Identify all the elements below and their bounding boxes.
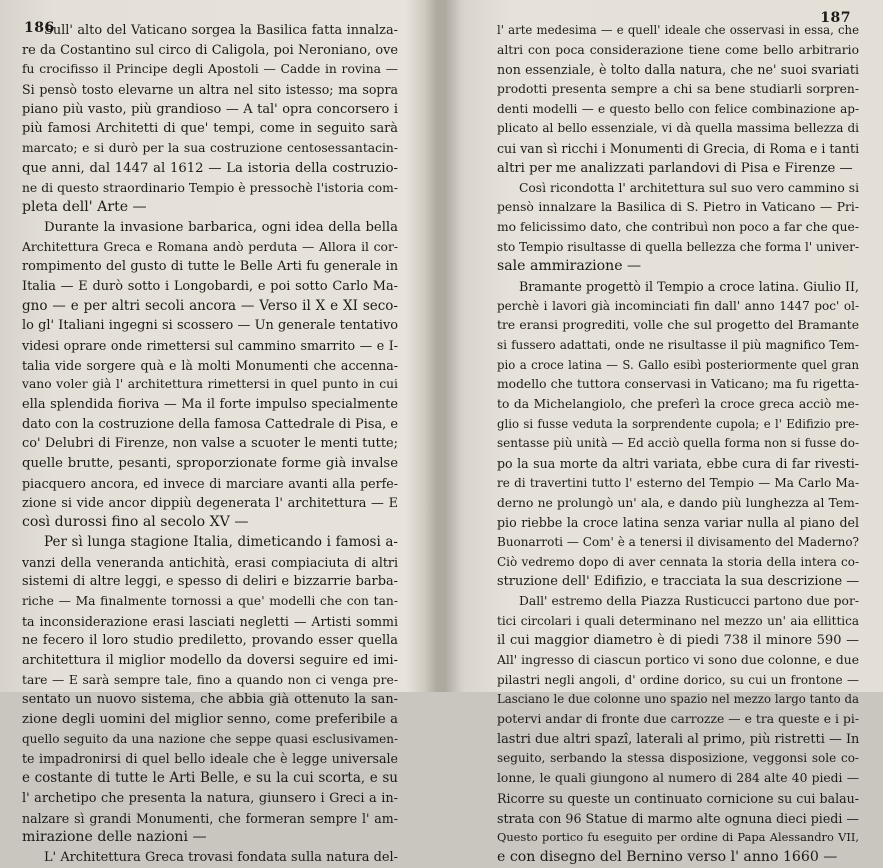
text-line: quelle brutte, pesanti, sproporzionate forme già invalse: [22, 456, 398, 472]
left-page: [22, 6, 398, 865]
text-line: pio riebbe la croce latina senza variar nulla al piano del: [497, 515, 859, 531]
text-line: talia vide sorgere quà e là molti Monumenti che accenna-: [22, 357, 398, 373]
text-line: sistemi di altre leggi, e spesso di deliri e bizzarrie barba-: [22, 574, 398, 590]
text-line: dato con la costruzione della famosa Cattedrale di Pisa, e: [22, 416, 398, 432]
text-line: tre eransi progrediti, volle che sul progetto del Bramante: [497, 318, 859, 333]
text-line: plicato al bello essenziale, vi dà quella massima bellezza di: [497, 121, 859, 136]
text-line: re da Costantino sul circo di Caligola, poi Neroniano, ove: [22, 42, 398, 58]
page-number-right: 187: [820, 10, 851, 26]
text-line: l' archetipo che presenta la natura, giunsero i Greci a in-: [22, 790, 398, 806]
text-line: riche — Ma finalmente tornossi a que' modelli che con tan-: [22, 593, 398, 608]
text-line: mo felicissimo dato, che contribuì non poco a far che que-: [497, 219, 859, 234]
right-page: [497, 6, 859, 865]
text-line: Dall' estremo della Piazza Rusticucci partono due por-: [519, 593, 859, 608]
text-line: Ricorre su queste un continuato cornicione su cui balau-: [497, 790, 859, 806]
text-line: Sull' alto del Vaticano sorgea la Basilica fatta innalza-: [44, 23, 398, 38]
text-line: nalzare sì grandi Monumenti, che formeran sempre l' am-: [22, 810, 398, 826]
text-line: il cui maggior diametro è di piedi 738 il minore 590 —: [497, 633, 859, 649]
text-line: L' Architettura Greca trovasi fondata sulla natura del-: [44, 849, 398, 865]
text-line: sto Tempio risultasse di quella bellezza che forma l' univer-: [497, 239, 859, 254]
text-line: gno — e per altri secoli ancora — Verso il X e XI seco-: [22, 297, 398, 314]
text-line: e costante di tutte le Arti Belle, e su la cui scorta, e su: [22, 770, 398, 787]
text-line: pio a croce latina — S. Gallo esibì posteriormente quel gran: [497, 357, 859, 372]
text-line: Italia — E durò sotto i Longobardi, e poi sotto Carlo Ma-: [22, 278, 398, 294]
text-line: re di travertini tutto l' esterno del Tempio — Ma Carlo Ma-: [497, 475, 859, 490]
text-line: fu crocifisso il Principe degli Apostoli — Cadde in rovina —: [22, 62, 398, 77]
text-line: si fussero adattati, onde ne risultasse il più magnifico Tem-: [497, 338, 859, 352]
text-line: tare — E sarà sempre tale, fino a quando non ci venga pre-: [22, 672, 398, 687]
text-line: Per sì lunga stagione Italia, dimeticando i famosi a-: [44, 533, 398, 550]
text-line: lo gl' Italiani ingegni si scossero — Un generale tentativo: [22, 318, 398, 334]
text-line: ella splendida fioriva — Ma il forte impulso specialmente: [22, 397, 398, 413]
text-line: pensò innalzare la Basilica di S. Pietro in Vaticano — Pri-: [497, 200, 859, 215]
text-line: que anni, dal 1447 al 1612 — La istoria della costruzio-: [22, 160, 398, 176]
text-line: struzione dell' Edifizio, e tracciata la sua descrizione —: [497, 574, 859, 590]
text-line: ne fecero il loro studio prediletto, provando esser quella: [22, 633, 398, 649]
text-line: altri con poca considerazione tiene come bello arbitrario: [497, 42, 859, 57]
text-line: cui van sì ricchi i Monumenti di Grecia, di Roma e i tanti: [497, 141, 859, 157]
text-line: to da Michelangiolo, che preferì la croce greca acciò me-: [497, 397, 859, 412]
text-line: prodotti presenta sempre a chi sa bene studiarli sorpren-: [497, 82, 859, 97]
text-line: altri per me analizzati parlandovi di Pisa e Firenze —: [497, 160, 853, 176]
text-line: vanzi della veneranda antichità, erasi compiaciuta di altri: [22, 554, 398, 570]
text-line: l' arte medesima — e quell' ideale che osservasi in essa, che: [497, 23, 859, 37]
text-line: modello che tuttora conservasi in Vaticano; ma fu rigetta-: [497, 377, 859, 392]
text-line: marcato; e si durò per la sua costruzione centosessantacin-: [22, 141, 398, 156]
text-line: ta inconsiderazione erasi lasciati negletti — Artisti sommi: [22, 613, 398, 629]
text-line: te impadronirsi di quel bello ideale che è legge universale: [22, 751, 398, 767]
text-line: Questo portico fu eseguito per ordine di Papa Alessandro VII,: [497, 830, 859, 845]
text-line: rompimento del gusto di tutte le Belle Arti fu generale in: [22, 259, 398, 275]
text-line: quello seguito da una nazione che seppe quasi esclusivamen-: [22, 731, 398, 746]
text-line: ne di questo straordinario Tempio è pressochè l'istoria com-: [22, 180, 398, 195]
text-line: sentasse più unità — Ed acciò quella forma non si fusse do-: [497, 436, 859, 451]
text-line: e con disegno del Bernino verso l' anno 1660 —: [497, 848, 838, 865]
text-line: zione si vide ancor dippiù degenerata l' architettura — E: [22, 495, 398, 511]
text-line: lastri due altri spazî, laterali al primo, più ristretti — In: [497, 731, 859, 747]
text-line: po la sua morte da altri variata, ebbe cura di far rivesti-: [497, 456, 859, 472]
text-line: mirazione delle nazioni —: [22, 829, 207, 846]
text-line: perchè i lavori già incominciati fin dall' anno 1447 poc' ol-: [497, 298, 859, 313]
text-line: strata con 96 Statue di marmo alte ognuna dieci piedi —: [497, 810, 859, 826]
text-line: lonne, le quali giungono al numero di 284 alte 40 piedi —: [497, 771, 859, 786]
text-line: zione degli uomini del miglior senno, come preferibile a: [22, 712, 398, 728]
text-line: Lasciano le due colonne uno spazio nel mezzo largo tanto da: [497, 692, 859, 707]
text-line: vano voler già l' architettura rimettersi in quel punto in cui: [22, 377, 398, 392]
text-line: sentato un nuovo sistema, che abbia già ottenuto la san-: [22, 692, 398, 708]
text-line: sale ammirazione —: [497, 258, 642, 275]
text-line: tici circolari i quali determinano nel mezzo un' aia ellittica: [497, 613, 859, 628]
text-line: piacquero ancora, ed invece di marciare avanti alla perfe-: [22, 475, 398, 491]
text-line: Buonarroti — Com' è a tenersi il divisamento del Maderno?: [497, 534, 859, 549]
text-line: non essenziale, è tolto dalla natura, che ne' suoi svariati: [497, 62, 859, 78]
text-line: pleta dell' Arte —: [22, 199, 147, 216]
text-line: Bramante progettò il Tempio a croce latina. Giulio II,: [519, 278, 859, 294]
text-line: derno ne prolungò un' ala, e dando più lunghezza al Tem-: [497, 495, 859, 510]
text-line: denti modelli — e questo bello con felice combinazione ap-: [497, 101, 859, 116]
text-line: Ciò vedremo dopo di aver cennata la storia della intera co-: [497, 554, 859, 569]
book-gutter: [425, 0, 465, 692]
text-line: potervi andar di fronte due carrozze — e tra queste e i pi-: [497, 712, 859, 727]
text-line: videsi oprare onde rimettersi sul cammino smarrito — e I-: [22, 338, 398, 353]
text-line: co' Delubri di Firenze, non valse a scuoter le menti tutte;: [22, 436, 398, 452]
left-page-text: [22, 21, 398, 868]
text-line: Si pensò tosto elevarne un altra nel sito istesso; ma sopra: [22, 82, 398, 98]
text-line: seguito, serbando la stessa disposizione, veggonsi sole co-: [497, 751, 859, 766]
text-line: Durante la invasione barbarica, ogni idea della bella: [44, 219, 398, 235]
page-number-left: 186: [24, 20, 55, 36]
text-line: Così ricondotta l' architettura sul suo vero cammino si: [519, 180, 859, 195]
text-line: architettura il miglior modello da doversi seguire ed imi-: [22, 653, 398, 668]
text-line: glio si fusse veduta la sorprendente cupola; e l' Edifizio pre-: [497, 416, 859, 431]
text-line: più famosi Architetti di que' tempi, come in seguito sarà: [22, 121, 398, 137]
right-page-text: [497, 21, 859, 868]
text-line: piano più vasto, più grandioso — A tal' opra concorsero i: [22, 101, 398, 117]
text-line: così durossi fino al secolo XV —: [22, 514, 249, 531]
text-line: All' ingresso di ciascun portico vi sono due colonne, e due: [497, 653, 859, 667]
text-line: pilastri negli angoli, d' ordine dorico, su cui un frontone —: [497, 672, 859, 687]
text-line: Architettura Greca e Romana andò perduta — Allora il cor-: [22, 239, 398, 254]
